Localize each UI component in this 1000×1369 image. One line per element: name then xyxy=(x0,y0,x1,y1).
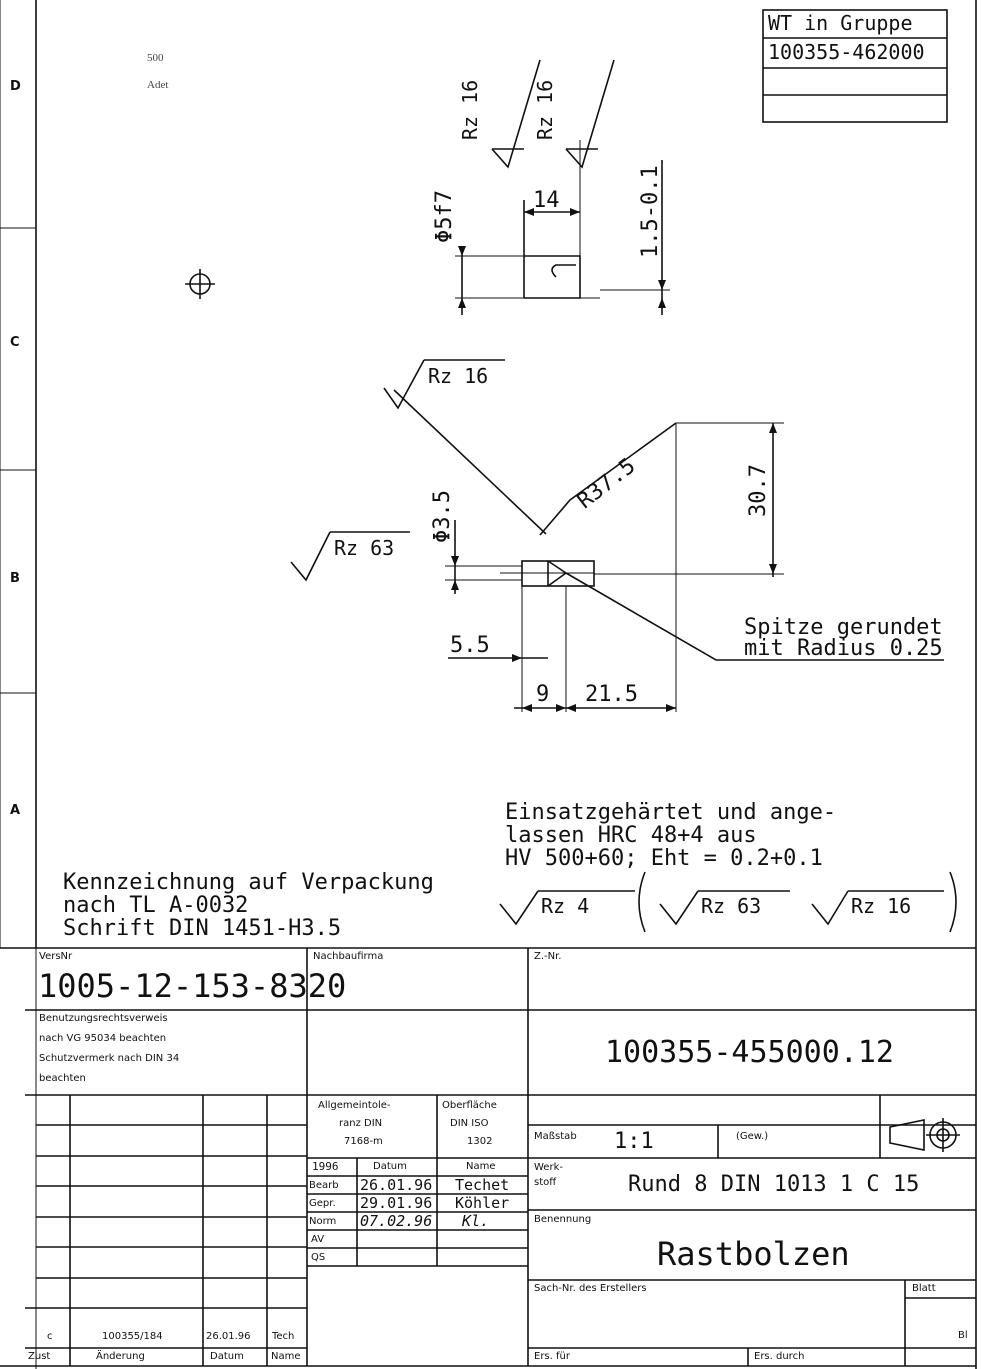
group-box-number: 100355-462000 xyxy=(768,40,925,64)
tip-note-line1: Spitze gerundet xyxy=(744,615,943,640)
versnr-value: 1005-12-153-8320 xyxy=(38,967,347,1005)
col-aenderung: Änderung xyxy=(96,1351,145,1362)
norm-label: Norm xyxy=(309,1216,337,1227)
top-diameter-label: Φ5f7 xyxy=(432,190,457,243)
massstab-value: 1:1 xyxy=(614,1129,654,1154)
bearb-date: 26.01.96 xyxy=(360,1176,433,1194)
blatt-value: Bl xyxy=(958,1330,968,1341)
versnr-label: VersNr xyxy=(39,951,73,962)
benennung-label: Benennung xyxy=(534,1214,592,1225)
rev-aenderung: 100355/184 xyxy=(102,1331,163,1342)
qs-label: QS xyxy=(311,1252,326,1263)
rev-name: Tech xyxy=(272,1331,295,1342)
werkstoff-label-line2: stoff xyxy=(534,1177,557,1188)
usage-note-line3: Schutzvermerk nach DIN 34 xyxy=(39,1053,180,1064)
rev-datum: 26.01.96 xyxy=(206,1331,251,1342)
marking-note-line1: Kennzeichnung auf Verpackung xyxy=(63,870,434,895)
zone-label-c: C xyxy=(10,335,20,350)
col-name: Name xyxy=(271,1351,301,1362)
nachbaufirma-label: Nachbaufirma xyxy=(313,951,384,962)
surface-line2: DIN ISO xyxy=(450,1118,489,1129)
gepr-name: Köhler xyxy=(455,1194,510,1212)
zone-label-a: A xyxy=(10,803,21,818)
werkstoff-value: Rund 8 DIN 1013 1 C 15 xyxy=(628,1172,920,1197)
datum-column-label: Datum xyxy=(373,1161,407,1172)
bearb-name: Techet xyxy=(455,1176,510,1194)
gepr-date: 29.01.96 xyxy=(360,1194,433,1212)
top-rz-right: Rz 16 xyxy=(533,79,557,140)
marking-note-line2: nach TL A-0032 xyxy=(63,893,249,918)
name-column-label: Name xyxy=(466,1161,496,1172)
len-9-label: 9 xyxy=(536,682,550,707)
top-length-label: 14 xyxy=(533,188,560,213)
group-box-header: WT in Gruppe xyxy=(768,11,913,35)
other-rz63-label: Rz 63 xyxy=(701,894,762,918)
usage-note-line1: Benutzungsrechtsverweis xyxy=(39,1013,168,1024)
benennung-value: Rastbolzen xyxy=(657,1235,850,1273)
radius-label: R37.5 xyxy=(572,453,641,515)
pin-diameter-label: Φ3.5 xyxy=(430,490,455,543)
gew-label: (Gew.) xyxy=(736,1131,769,1142)
usage-note-line2: nach VG 95034 beachten xyxy=(39,1033,167,1044)
hardening-note-line1: Einsatzgehärtet und ange- xyxy=(505,800,837,825)
znr-label: Z.-Nr. xyxy=(534,951,562,962)
year-value: 1996 xyxy=(312,1160,339,1173)
surface-line1: Oberfläche xyxy=(442,1100,497,1111)
height-label: 30.7 xyxy=(746,464,771,517)
werkstoff-label-line1: Werk- xyxy=(534,1162,563,1173)
rz16-main-label: Rz 16 xyxy=(428,364,489,388)
ers-durch-label: Ers. durch xyxy=(754,1351,805,1362)
general-rz4-label: Rz 4 xyxy=(541,894,590,918)
drawing-number: 100355-455000.12 xyxy=(605,1035,894,1070)
zone-label-d: D xyxy=(10,79,21,94)
zone-label-b: B xyxy=(10,571,20,586)
len-5-5-label: 5.5 xyxy=(450,633,490,658)
tip-note-line2: mit Radius 0.25 xyxy=(744,636,943,661)
quantity-unit: Adet xyxy=(147,79,169,91)
av-label: AV xyxy=(311,1234,325,1245)
surface-line3: 1302 xyxy=(467,1136,493,1147)
hardening-note-line2: lassen HRC 48+4 aus xyxy=(505,823,757,848)
blatt-label: Blatt xyxy=(912,1283,936,1294)
marking-note-line3: Schrift DIN 1451-H3.5 xyxy=(63,916,342,941)
ers-fuer-label: Ers. für xyxy=(534,1351,570,1362)
norm-name: Kl. xyxy=(462,1212,490,1230)
massstab-label: Maßstab xyxy=(534,1131,577,1142)
sachnr-label: Sach-Nr. des Erstellers xyxy=(534,1283,647,1294)
tolerance-line2: ranz DIN xyxy=(339,1118,383,1129)
col-zust: Zust xyxy=(28,1351,51,1362)
tolerance-line3: 7168-m xyxy=(344,1136,383,1147)
usage-note-line4: beachten xyxy=(39,1073,86,1084)
hardening-note-line3: HV 500+60; Eht = 0.2+0.1 xyxy=(505,846,823,871)
bearb-label: Bearb xyxy=(309,1180,339,1191)
rz63-left-label: Rz 63 xyxy=(334,536,395,560)
norm-date: 07.02.96 xyxy=(360,1212,433,1230)
len-21-5-label: 21.5 xyxy=(585,682,638,707)
col-datum: Datum xyxy=(210,1351,244,1362)
tolerance-line1: Allgemeintole- xyxy=(318,1100,391,1111)
top-rz-left: Rz 16 xyxy=(458,79,482,140)
gepr-label: Gepr. xyxy=(309,1198,336,1209)
quantity-count: 500 xyxy=(147,52,164,64)
rev-zust: c xyxy=(47,1331,53,1342)
top-tolerance-label: 1.5-0.1 xyxy=(638,165,663,258)
other-rz16-label: Rz 16 xyxy=(851,894,912,918)
